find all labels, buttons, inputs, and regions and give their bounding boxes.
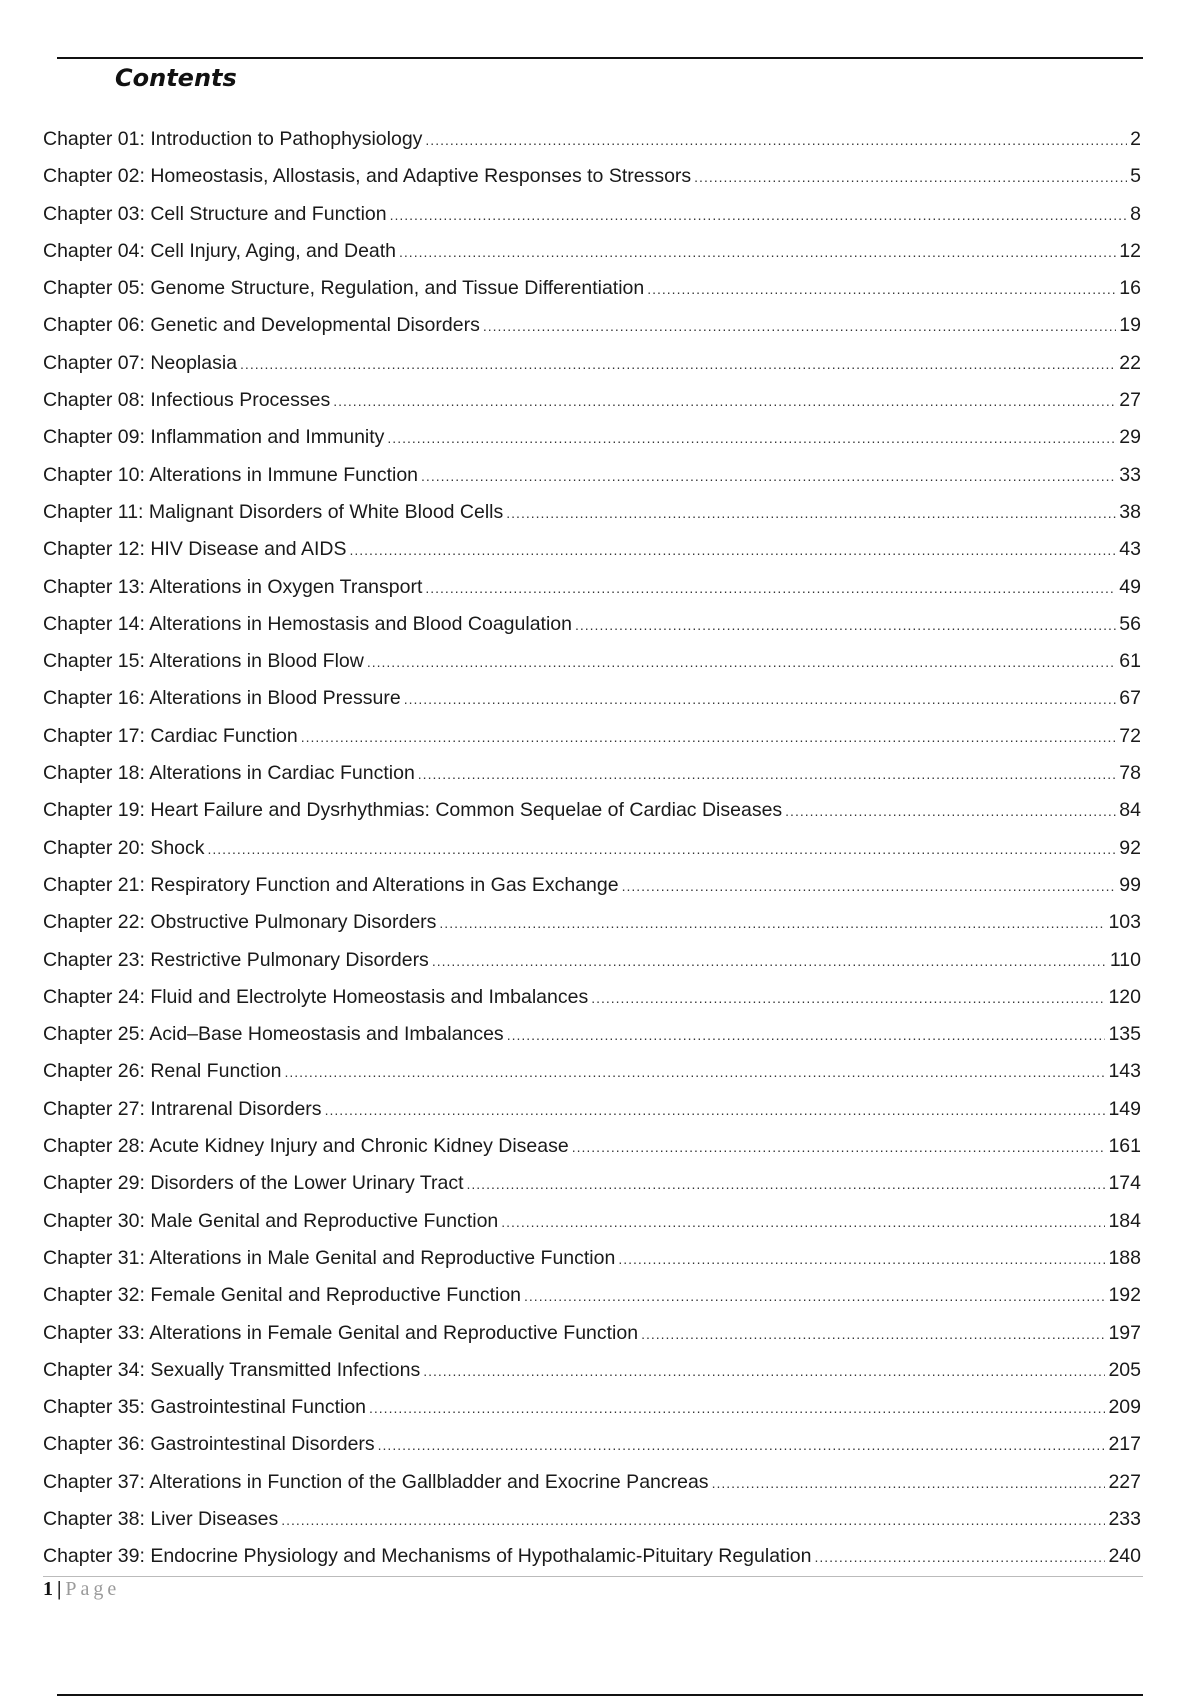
toc-entry-title[interactable]: Chapter 01: Introduction to Pathophysiology	[43, 128, 423, 150]
toc-entry[interactable]	[43, 1352, 1141, 1389]
toc-entry-page[interactable]: 227	[1108, 1470, 1141, 1493]
toc-entry-title[interactable]: Chapter 24: Fluid and Electrolyte Homeostasis and Imbalances	[43, 985, 589, 1008]
toc-dot-leader	[483, 308, 1116, 345]
toc-entry[interactable]	[43, 158, 1141, 195]
toc-dot-leader	[622, 868, 1117, 905]
page-title: Contents	[115, 64, 237, 92]
toc-dot-leader	[641, 1316, 1105, 1353]
toc-dot-leader	[694, 159, 1127, 196]
toc-entry-title[interactable]: Chapter 08: Infectious Processes	[43, 389, 331, 412]
toc-entry-title[interactable]: Chapter 15: Alterations in Blood Flow	[43, 650, 364, 673]
toc-entry-title[interactable]: Chapter 30: Male Genital and Reproductive Function	[43, 1209, 499, 1232]
toc-dot-leader	[501, 1204, 1105, 1241]
toc-dot-leader	[572, 1129, 1106, 1166]
toc-entry[interactable]	[43, 680, 1141, 717]
toc-entry[interactable]	[43, 1053, 1141, 1090]
toc-entry-title[interactable]: Chapter 09: Inflammation and Immunity	[43, 426, 385, 449]
toc-entry-page[interactable]: 192	[1108, 1284, 1141, 1307]
toc-entry-title[interactable]: Chapter 03: Cell Structure and Function	[43, 202, 387, 225]
footer-page-label: Page	[65, 1578, 121, 1600]
toc-entry-page[interactable]: 149	[1108, 1097, 1141, 1120]
toc-entry[interactable]	[43, 1501, 1141, 1538]
toc-entry-title[interactable]: Chapter 38: Liver Diseases	[43, 1507, 279, 1530]
toc-dot-leader	[575, 607, 1116, 644]
toc-entry-title[interactable]: Chapter 06: Genetic and Developmental Disorders	[43, 314, 480, 337]
toc-entry-title[interactable]: Chapter 18: Alterations in Cardiac Function	[43, 762, 415, 785]
toc-entry[interactable]	[43, 233, 1141, 270]
toc-dot-leader	[524, 1278, 1105, 1315]
toc-dot-leader	[425, 570, 1116, 607]
toc-entry[interactable]	[43, 494, 1141, 531]
toc-dot-leader	[390, 197, 1128, 234]
toc-entry-title[interactable]: Chapter 14: Alterations in Hemostasis and Blood Coagulation	[43, 612, 572, 635]
toc-entry[interactable]	[43, 457, 1141, 494]
toc-dot-leader	[208, 831, 1117, 868]
toc-entry-title[interactable]: Chapter 25: Acid–Base Homeostasis and Imbalances	[43, 1023, 504, 1046]
table-of-contents	[43, 121, 1141, 1576]
toc-entry[interactable]	[43, 1277, 1141, 1314]
toc-entry-title[interactable]: Chapter 37: Alterations in Function of the Gallbladder and Exocrine Pancreas	[43, 1470, 709, 1493]
toc-entry-page[interactable]: 110	[1109, 948, 1141, 971]
toc-entry[interactable]	[43, 345, 1141, 382]
toc-entry-title[interactable]: Chapter 07: Neoplasia	[43, 351, 238, 374]
toc-entry[interactable]	[43, 1240, 1141, 1277]
toc-dot-leader	[432, 943, 1107, 980]
toc-dot-leader	[785, 793, 1116, 830]
toc-dot-leader	[369, 1390, 1105, 1427]
toc-entry-title[interactable]: Chapter 16: Alterations in Blood Pressure	[43, 687, 401, 710]
toc-dot-leader	[418, 756, 1117, 793]
toc-entry[interactable]	[43, 755, 1141, 792]
toc-entry-title[interactable]: Chapter 12: HIV Disease and AIDS	[43, 538, 347, 561]
toc-entry-page[interactable]: 12	[1119, 239, 1141, 262]
page-footer	[43, 1578, 120, 1601]
toc-entry-page[interactable]: 5	[1130, 165, 1141, 188]
toc-dot-leader	[325, 1092, 1106, 1129]
toc-dot-leader	[399, 234, 1116, 271]
footer-rule	[43, 1576, 1143, 1577]
toc-entry[interactable]	[43, 382, 1141, 419]
toc-entry-title[interactable]: Chapter 36: Gastrointestinal Disorders	[43, 1433, 375, 1456]
header-rule	[57, 57, 1143, 59]
toc-entry[interactable]	[43, 1315, 1141, 1352]
toc-entry-page[interactable]: 2	[1130, 128, 1141, 150]
toc-entry-page[interactable]: 33	[1119, 463, 1141, 486]
toc-dot-leader	[284, 1054, 1105, 1091]
toc-entry-title[interactable]: Chapter 19: Heart Failure and Dysrhythmias: Common Sequelae of Cardiac Diseases	[43, 799, 783, 822]
toc-dot-leader	[421, 458, 1116, 495]
toc-dot-leader	[814, 1539, 1105, 1576]
toc-entry-title[interactable]: Chapter 39: Endocrine Physiology and Mechanisms of Hypothalamic-Pituitary Regulation	[43, 1545, 812, 1568]
toc-entry-page[interactable]: 84	[1119, 799, 1141, 822]
toc-dot-leader	[378, 1427, 1106, 1464]
toc-entry[interactable]	[43, 121, 1141, 158]
toc-entry-page[interactable]: 143	[1108, 1060, 1141, 1083]
toc-dot-leader	[350, 532, 1117, 569]
toc-dot-leader	[618, 1241, 1105, 1278]
toc-entry-page[interactable]: 184	[1108, 1209, 1141, 1232]
toc-entry-page[interactable]: 103	[1108, 911, 1141, 934]
toc-entry-page[interactable]: 16	[1119, 277, 1141, 300]
toc-entry-title[interactable]: Chapter 29: Disorders of the Lower Urinary Tract	[43, 1172, 464, 1195]
toc-entry[interactable]	[43, 1389, 1141, 1426]
toc-entry[interactable]	[43, 643, 1141, 680]
toc-entry-title[interactable]: Chapter 17: Cardiac Function	[43, 724, 298, 747]
toc-dot-leader	[467, 1166, 1106, 1203]
toc-dot-leader	[404, 681, 1117, 718]
toc-entry-title[interactable]: Chapter 05: Genome Structure, Regulation, and Tissue Differentiation	[43, 277, 645, 300]
toc-entry[interactable]	[43, 830, 1141, 867]
toc-entry-page[interactable]: 197	[1108, 1321, 1141, 1344]
toc-entry[interactable]	[43, 942, 1141, 979]
toc-dot-leader	[425, 122, 1127, 159]
toc-entry[interactable]	[43, 718, 1141, 755]
toc-entry-title[interactable]: Chapter 33: Alterations in Female Genital and Reproductive Function	[43, 1321, 639, 1344]
toc-entry-title[interactable]: Chapter 32: Female Genital and Reproductive Function	[43, 1284, 522, 1307]
toc-entry-page[interactable]: 67	[1119, 687, 1141, 710]
toc-entry-title[interactable]: Chapter 11: Malignant Disorders of White Blood Cells	[43, 500, 504, 523]
toc-entry-title[interactable]: Chapter 21: Respiratory Function and Alterations in Gas Exchange	[43, 873, 619, 896]
toc-entry-page[interactable]: 120	[1108, 985, 1141, 1008]
toc-dot-leader	[301, 719, 1117, 756]
toc-entry[interactable]	[43, 1426, 1141, 1463]
toc-entry-title[interactable]: Chapter 28: Acute Kidney Injury and Chronic Kidney Disease	[43, 1135, 569, 1158]
toc-entry[interactable]	[43, 1128, 1141, 1165]
toc-dot-leader	[712, 1465, 1106, 1502]
toc-entry-page[interactable]: 92	[1119, 836, 1141, 859]
toc-dot-leader	[423, 1353, 1105, 1390]
toc-entry[interactable]	[43, 792, 1141, 829]
toc-entry-page[interactable]: 205	[1108, 1358, 1141, 1381]
toc-entry[interactable]	[43, 867, 1141, 904]
toc-entry-title[interactable]: Chapter 10: Alterations in Immune Function	[43, 463, 419, 486]
toc-dot-leader	[591, 980, 1105, 1017]
toc-dot-leader	[387, 420, 1116, 457]
toc-entry-page[interactable]: 240	[1108, 1545, 1141, 1568]
toc-entry[interactable]	[43, 419, 1141, 456]
toc-entry-page[interactable]: 38	[1119, 500, 1141, 523]
toc-entry[interactable]	[43, 606, 1141, 643]
toc-entry-title[interactable]: Chapter 26: Renal Function	[43, 1060, 282, 1083]
toc-dot-leader	[507, 1017, 1106, 1054]
toc-entry-page[interactable]: 49	[1119, 575, 1141, 598]
toc-entry[interactable]	[43, 979, 1141, 1016]
toc-dot-leader	[647, 271, 1116, 308]
toc-entry-page[interactable]: 72	[1119, 724, 1141, 747]
toc-entry-title[interactable]: Chapter 22: Obstructive Pulmonary Disorders	[43, 911, 437, 934]
toc-dot-leader	[281, 1502, 1105, 1539]
footer-separator: |	[57, 1578, 62, 1600]
toc-entry-page[interactable]: 174	[1108, 1172, 1141, 1195]
toc-entry-page[interactable]: 161	[1108, 1135, 1141, 1158]
toc-entry-title[interactable]: Chapter 31: Alterations in Male Genital and Reproductive Function	[43, 1246, 616, 1269]
toc-dot-leader	[367, 644, 1116, 681]
toc-entry-page[interactable]: 19	[1119, 314, 1141, 337]
toc-entry[interactable]	[43, 1538, 1141, 1575]
toc-entry-page[interactable]: 22	[1119, 351, 1141, 374]
toc-entry-page[interactable]: 217	[1108, 1433, 1141, 1456]
toc-entry-page[interactable]: 61	[1119, 650, 1141, 673]
toc-dot-leader	[506, 495, 1116, 532]
toc-entry[interactable]	[43, 1464, 1141, 1501]
toc-entry[interactable]	[43, 531, 1141, 568]
toc-dot-leader	[333, 383, 1116, 420]
toc-entry-page[interactable]: 43	[1119, 538, 1141, 561]
toc-entry-page[interactable]: 135	[1108, 1023, 1141, 1046]
toc-entry-page[interactable]: 56	[1119, 612, 1141, 635]
toc-entry-title[interactable]: Chapter 27: Intrarenal Disorders	[43, 1097, 322, 1120]
toc-entry-page[interactable]: 99	[1119, 873, 1141, 896]
toc-entry-page[interactable]: 233	[1108, 1507, 1141, 1530]
toc-entry[interactable]	[43, 1016, 1141, 1053]
toc-entry-page[interactable]: 27	[1119, 389, 1141, 412]
toc-entry-title[interactable]: Chapter 20: Shock	[43, 836, 205, 859]
toc-entry-page[interactable]: 78	[1119, 762, 1141, 785]
toc-entry[interactable]	[43, 307, 1141, 344]
toc-entry-title[interactable]: Chapter 23: Restrictive Pulmonary Disorders	[43, 948, 429, 971]
bottom-rule	[57, 1694, 1143, 1696]
toc-entry-page[interactable]: 29	[1119, 426, 1141, 449]
toc-entry[interactable]	[43, 569, 1141, 606]
toc-entry[interactable]	[43, 1091, 1141, 1128]
toc-entry[interactable]	[43, 1203, 1141, 1240]
toc-entry-page[interactable]: 209	[1108, 1396, 1141, 1419]
toc-entry[interactable]	[43, 1165, 1141, 1202]
toc-entry[interactable]	[43, 270, 1141, 307]
toc-entry[interactable]	[43, 196, 1141, 233]
toc-entry-title[interactable]: Chapter 34: Sexually Transmitted Infections	[43, 1358, 421, 1381]
toc-entry-title[interactable]: Chapter 02: Homeostasis, Allostasis, and Adaptive Responses to Stressors	[43, 165, 692, 188]
toc-entry-title[interactable]: Chapter 35: Gastrointestinal Function	[43, 1396, 367, 1419]
toc-dot-leader	[240, 346, 1116, 383]
toc-entry-page[interactable]: 188	[1108, 1246, 1141, 1269]
footer-page-number: 1	[43, 1578, 53, 1600]
toc-entry-page[interactable]: 8	[1130, 202, 1141, 225]
toc-entry-title[interactable]: Chapter 13: Alterations in Oxygen Transport	[43, 575, 423, 598]
toc-entry-title[interactable]: Chapter 04: Cell Injury, Aging, and Death	[43, 239, 397, 262]
toc-dot-leader	[439, 905, 1105, 942]
toc-entry[interactable]	[43, 904, 1141, 941]
